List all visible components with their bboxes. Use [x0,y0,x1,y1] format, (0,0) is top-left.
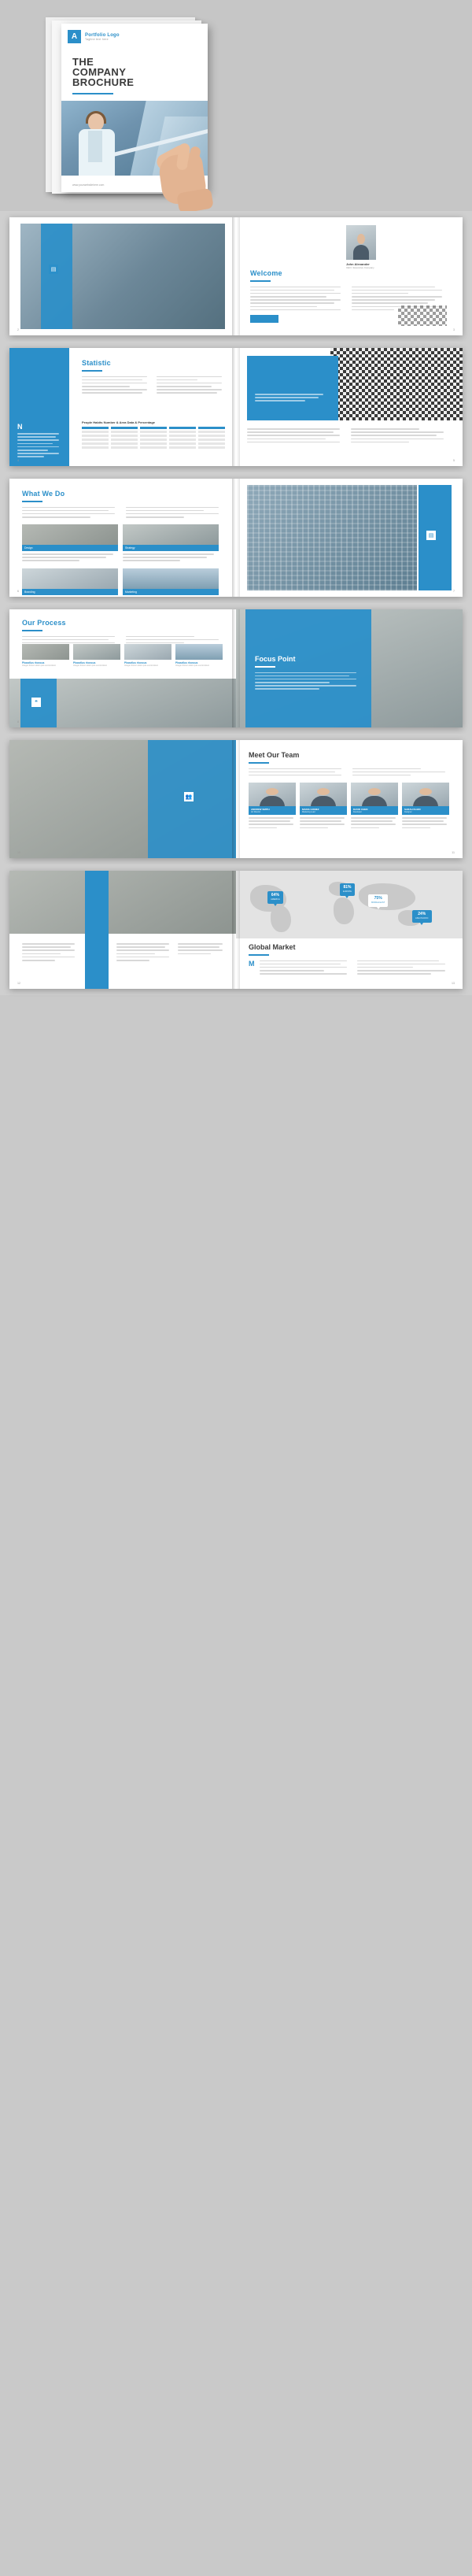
logo-tagline: Tagline text here [85,37,109,41]
map-marker[interactable]: 81% EUROPE [340,883,355,896]
cover-logo-block [61,24,208,46]
process-step-title: Phasellus rhoncus [124,661,147,664]
photo-skyscraper [247,485,417,590]
dropcap-letter: N [17,423,23,431]
spread-statistic [0,342,472,472]
page-number-left: 8 [17,720,19,724]
service-card-label: Strategy [125,546,135,550]
process-step[interactable] [73,644,120,668]
building-icon: ▤ [426,531,436,540]
team-member-name: MARIA GOMEZ [302,808,319,811]
blue-vertical-strip [85,871,109,989]
page-right-focus-point [236,609,463,727]
quote-icon: ❝ [31,698,41,707]
page-left-team-photo [9,740,236,858]
team-member-role: Art Director [251,811,261,813]
team-member-role: Developer [353,811,362,813]
building-icon: ▤ [49,265,58,274]
spread-what-we-do [0,472,472,603]
page-right-welcome [236,217,463,335]
page-left-global [9,871,236,989]
page-number-left: 6 [17,590,19,593]
table-row [82,446,225,449]
team-member-name: DAVID CHEN [353,808,368,811]
map-marker[interactable]: 75% MIDDLE EAST [368,894,388,907]
cover-title [72,57,134,87]
page-number-right: 5 [453,459,455,462]
cover-person [76,113,120,176]
cover-title-line-2: COMPANY [72,66,127,78]
team-member-role: Designer [404,811,412,813]
section-heading-what-we-do: What We Do [22,490,65,498]
blue-block [247,356,338,420]
spread-welcome [0,211,472,342]
service-card-label: Branding [24,590,35,594]
table-row [82,439,225,441]
photo-author-portrait [346,225,376,260]
author-name: John Alexander [346,262,370,266]
page-number-left: 4 [17,459,19,462]
cover-hero [0,0,472,211]
pattern-swatch [398,305,447,326]
page-number-left: 10 [17,851,20,854]
page-right-global [236,871,463,989]
logo-name: Portfolio Logo [85,32,120,38]
team-member-role: Marketing Lead [302,811,315,813]
section-heading-global-market: Global Market [249,943,296,951]
table-row [82,442,225,445]
hand-holding-brochure [154,132,225,208]
process-step-text: Integer dictum dolor quis est tincidunt [22,664,56,667]
page-number-right: 3 [453,328,455,331]
team-member-name: ANDREW SMITH [251,808,270,811]
spread-global-market [0,864,472,995]
team-member-card[interactable] [300,783,347,831]
cover-title-line-1: THE [72,56,94,68]
team-member-card[interactable] [351,783,398,831]
section-heading-our-process: Our Process [22,619,66,627]
team-member-name: SARAH KLEIN [404,808,421,811]
page-right-team [236,740,463,858]
process-step[interactable] [175,644,223,668]
accent-block [250,315,278,323]
process-step-text: Integer dictum dolor quis est tincidunt [175,664,209,667]
service-card[interactable] [123,568,219,597]
page-left-statistic [9,348,236,466]
section-heading-welcome: Welcome [250,269,282,277]
page-number-right: 7 [453,590,455,593]
page-number-right: 9 [453,720,455,724]
photo-checker-facade [330,348,463,420]
process-step-text: Integer dictum dolor quis est tincidunt [73,664,107,667]
table-row [82,431,225,433]
map-marker[interactable]: 24% ASIA PACIFIC [412,910,432,923]
dropcap-letter: M [249,959,255,968]
process-step-text: Integer dictum dolor quis est tincidunt [124,664,158,667]
page-left-welcome [9,217,236,335]
process-step-title: Phasellus rhoncus [22,661,45,664]
page-right-statistic [236,348,463,466]
photo-team-charts [9,871,236,934]
service-card[interactable] [22,524,118,564]
service-card[interactable] [22,568,118,597]
page-right-what-we-do [236,479,463,597]
page-left-our-process [9,609,236,727]
section-heading-meet-our-team: Meet Our Team [249,751,300,759]
people-icon: 👥 [184,792,194,801]
table-header-row [82,427,225,429]
table-row [82,435,225,437]
section-heading-statistic: Statistic [82,359,111,367]
team-member-card[interactable] [402,783,449,831]
author-role: CEO / Executive Company [346,266,374,269]
process-step-title: Phasellus rhoncus [73,661,96,664]
service-card-label: Marketing [125,590,137,594]
page-number-right: 11 [452,851,455,854]
logo-mark: A [68,30,81,43]
service-card-label: Design [24,546,33,550]
page-number-left: 2 [17,328,19,331]
process-step[interactable] [22,644,69,668]
spread-our-process [0,603,472,734]
table-caption: People Habits Number & Area Data & Percentage [82,420,155,424]
cover-accent-rule [72,93,113,94]
spread-meet-our-team [0,734,472,864]
page-number-right: 13 [452,982,455,985]
process-step[interactable] [124,644,171,668]
section-heading-focus-point: Focus Point [255,655,296,663]
service-card[interactable] [123,524,219,564]
process-step-title: Phasellus rhoncus [175,661,198,664]
world-map [236,871,463,938]
page-number-left: 12 [17,982,20,985]
map-marker[interactable]: 64% AMERICA [267,891,283,904]
blue-overlay-bar [41,224,72,329]
cover-footer-url: www.yourwebsitehere.com [72,183,105,187]
page-left-what-we-do [9,479,236,597]
cover-title-line-3: BROCHURE [72,76,135,88]
team-member-card[interactable] [249,783,296,831]
